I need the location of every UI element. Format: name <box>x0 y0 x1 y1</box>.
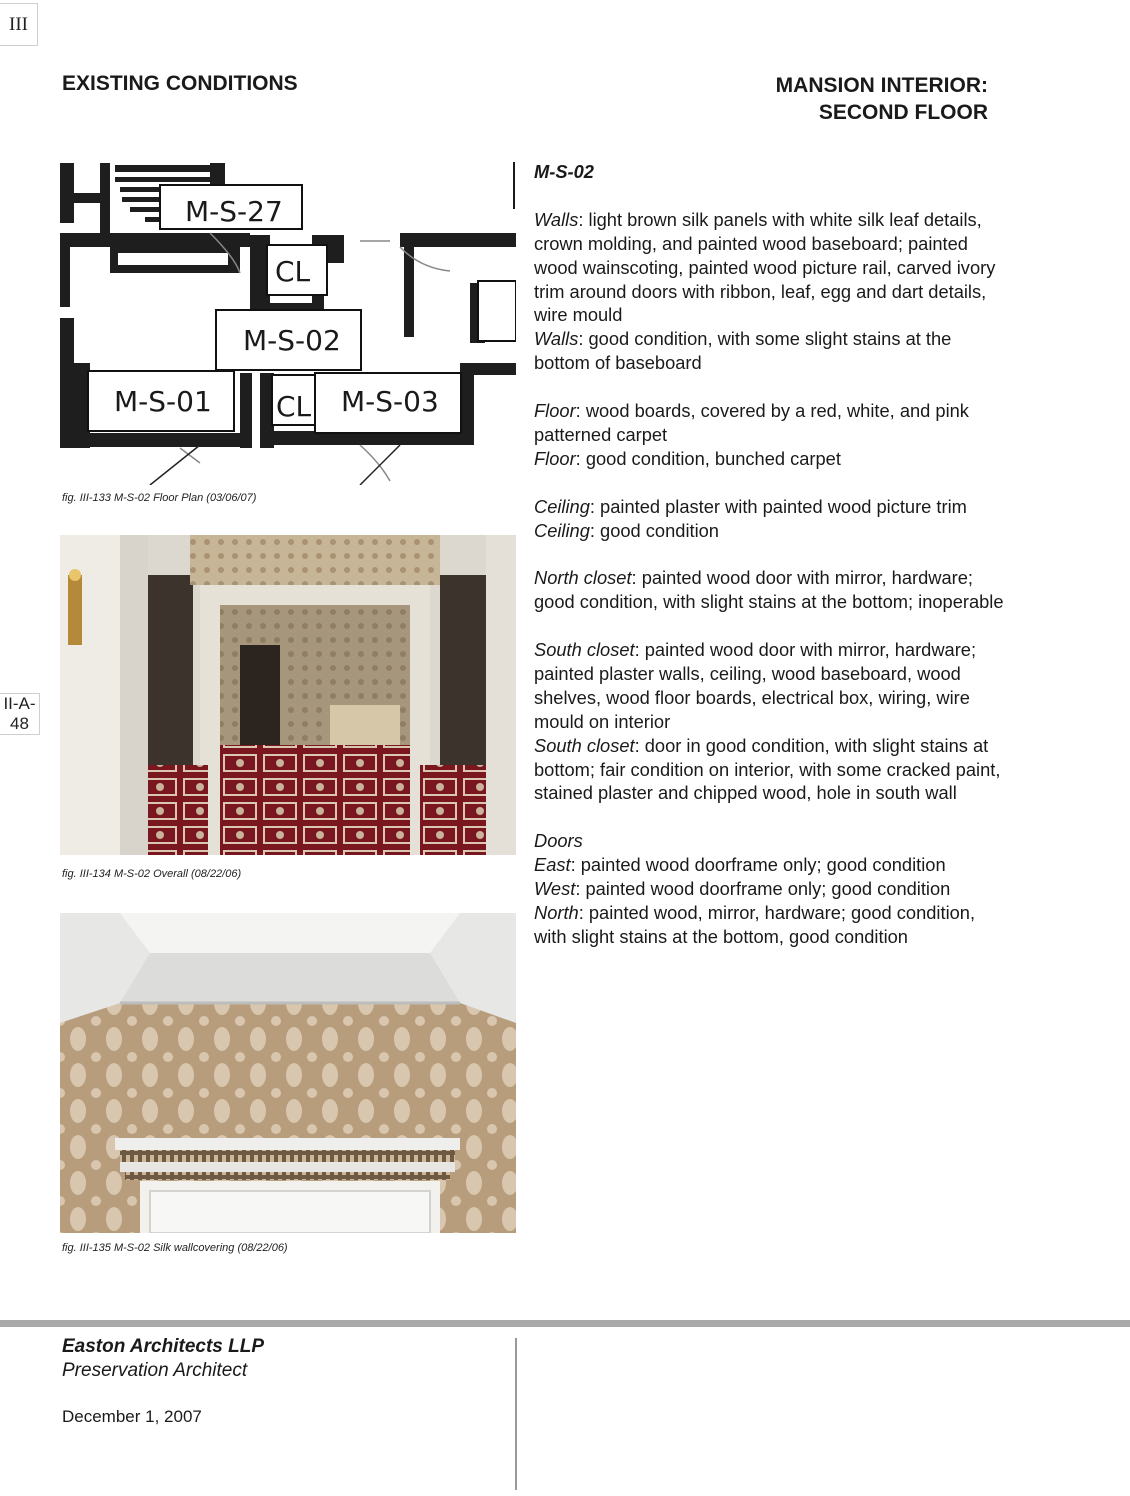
section-heading: EXISTING CONDITIONS <box>62 72 298 95</box>
west-door <box>534 877 1004 901</box>
plan-label-m-s-02: M-S-02 <box>243 324 341 357</box>
floor-desc-text: : wood boards, covered by a red, white, and pink patterned carpet <box>534 400 969 445</box>
ceiling-condition <box>534 519 1004 543</box>
walls-section <box>534 208 1004 375</box>
walls-description <box>534 208 1004 328</box>
north-door <box>534 901 1004 949</box>
south-closet-description <box>534 638 1004 734</box>
ceiling-desc-text: : painted plaster with painted wood picture trim <box>589 495 967 517</box>
doors-heading <box>534 829 1004 853</box>
walls-label: Walls <box>534 208 579 230</box>
west-label: West <box>534 878 576 900</box>
footer-divider <box>0 1320 1130 1327</box>
ceiling-label: Ceiling <box>534 495 590 517</box>
north-closet-desc-text: : painted wood door with mirror, hardware; good condition, with slight stains at the bottom; inoperable <box>534 567 1004 613</box>
page-number: 48 <box>10 714 29 733</box>
north-closet-description <box>534 566 1004 614</box>
plan-label-cl-north: CL <box>275 255 311 288</box>
plan-label-m-s-01: M-S-01 <box>114 385 212 418</box>
figure-caption: fig. III-134 M-S-02 Overall (08/22/06) <box>62 868 242 880</box>
page-title <box>776 72 988 126</box>
south-closet-condition <box>534 734 1004 806</box>
figure-caption: fig. III-133 M-S-02 Floor Plan (03/06/07) <box>62 492 257 504</box>
ceiling-cond-text: : good condition <box>589 519 719 541</box>
south-closet-label: South closet <box>534 639 635 661</box>
floor-plan-image <box>60 163 516 485</box>
ceiling-section <box>534 495 1004 543</box>
south-closet-section <box>534 638 1004 805</box>
room-id: M-S-02 <box>534 161 594 182</box>
page-number-prefix: II-A- <box>3 694 36 713</box>
firm-name: Easton Architects LLP <box>62 1336 265 1357</box>
plan-label-cl-south: CL <box>276 390 312 423</box>
floor-section <box>534 399 1004 471</box>
firm-role: Preservation Architect <box>62 1360 248 1381</box>
floor-label: Floor <box>534 400 576 422</box>
north-desc: : painted wood, mirror, hardware; good condition, with slight stains at the bottom, good condition <box>534 902 976 947</box>
ceiling-label: Ceiling <box>534 519 590 541</box>
floor-cond-text: : good condition, bunched carpet <box>575 447 841 469</box>
silk-wallcovering-photo <box>60 913 516 1233</box>
page-number-tab <box>0 693 40 735</box>
south-closet-label: South closet <box>534 734 635 756</box>
figure-caption: fig. III-135 M-S-02 Silk wallcovering (08/22/06) <box>62 1242 288 1254</box>
plan-label-m-s-03: M-S-03 <box>341 385 439 418</box>
doors-section <box>534 829 1004 949</box>
walls-cond-text: : good condition, with some slight stains at the bottom of baseboard <box>534 328 952 374</box>
text-column-rule <box>513 162 515 209</box>
east-door <box>534 853 1004 877</box>
walls-label: Walls <box>534 328 579 350</box>
east-label: East <box>534 854 571 876</box>
north-closet-label: North closet <box>534 567 632 589</box>
north-closet-section <box>534 566 1004 614</box>
floor-description <box>534 399 1004 447</box>
room-overall-photo <box>60 535 516 855</box>
floor-label: Floor <box>534 447 576 469</box>
page-title-line2: SECOND FLOOR <box>818 101 988 124</box>
south-closet-cond-text: : door in good condition, with slight stains at bottom; fair condition on interior, with some cracked paint, stained plaster and chipped wood, hole in south wall <box>534 734 1001 804</box>
footer-column-rule <box>515 1338 517 1490</box>
north-label: North <box>534 902 579 923</box>
room-description <box>534 160 1004 973</box>
section-tab: III <box>0 3 38 46</box>
doors-heading-text: Doors <box>534 830 583 852</box>
walls-condition <box>534 327 1004 375</box>
page-title-line1: MANSION INTERIOR: <box>775 74 988 97</box>
east-desc: : painted wood doorframe only; good condition <box>570 854 946 876</box>
west-desc: : painted wood doorframe only; good condition <box>575 878 951 900</box>
walls-desc-text: : light brown silk panels with white silk leaf details, crown molding, and painted wood baseboard; painted wood wainscoting, painted wood picture rail, carved ivory trim around doors with ribbon, leaf, egg and dart details, wire mould <box>534 208 996 326</box>
floor-condition <box>534 447 1004 471</box>
plan-label-m-s-27: M-S-27 <box>185 195 283 228</box>
south-closet-desc-text: : painted wood door with mirror, hardware; painted plaster walls, ceiling, wood baseboard, wood shelves, wood floor boards, electrical box, wiring, wire mould on interior <box>534 639 977 732</box>
ceiling-description <box>534 495 1004 519</box>
document-date: December 1, 2007 <box>62 1407 202 1426</box>
